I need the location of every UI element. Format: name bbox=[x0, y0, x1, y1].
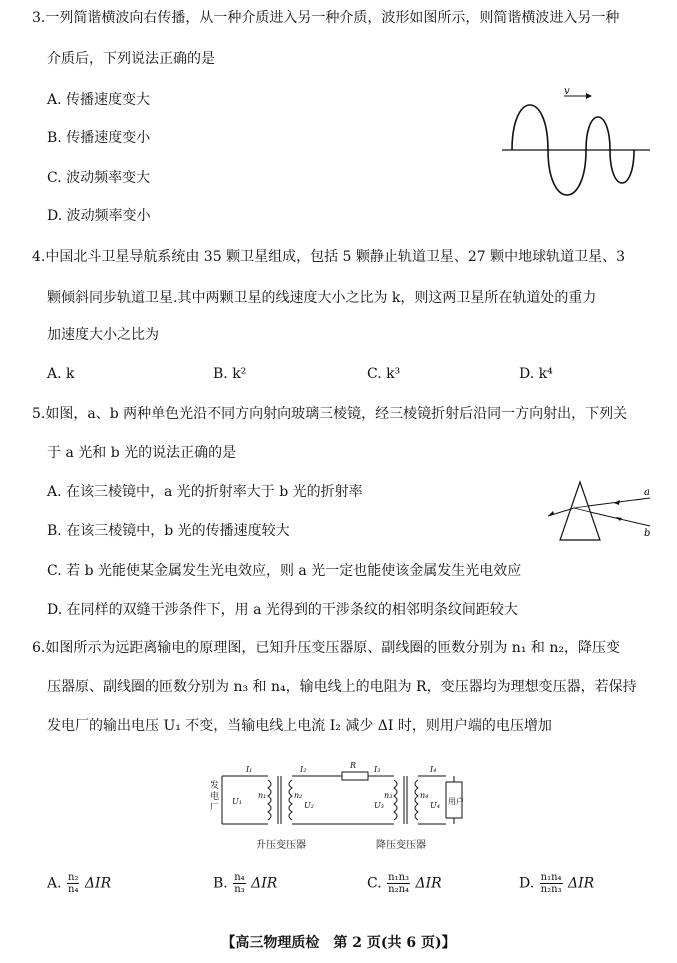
ray-b-arrow bbox=[616, 517, 622, 521]
step-up-caption: 升压变压器 bbox=[256, 840, 306, 851]
n3-label: n₃ bbox=[384, 791, 393, 800]
q3-option-a[interactable]: A. 传播速度变大 bbox=[47, 92, 151, 108]
i1-label: I₁ bbox=[246, 765, 253, 774]
q3-stem-line-1: 3.一列简谐横波向右传播，从一种介质进入另一种介质，波形如图所示，则简谐横波进入另一种 bbox=[32, 10, 620, 26]
q5-stem-line-2: 于 a 光和 b 光的说法正确的是 bbox=[47, 445, 237, 461]
label-b: b bbox=[644, 528, 651, 539]
q5-option-b[interactable]: B. 在该三棱镜中，b 光的传播速度较大 bbox=[47, 523, 290, 539]
q5-stem-line-1: 5.如图，a、b 两种单色光沿不同方向射向玻璃三棱镜，经三棱镜折射后沿同一方向射出，下列关 bbox=[32, 406, 628, 422]
fraction: $\frac{\text{n₁n₄}}{\text{n₂n₃}}$ bbox=[540, 872, 562, 895]
user-label: 用户 bbox=[448, 797, 464, 806]
q4-stem-line-2: 颗倾斜同步轨道卫星.其中两颗卫星的线速度大小之比为 k，则这两卫星所在轨道处的重力 bbox=[47, 290, 597, 306]
n4-label: n₄ bbox=[420, 791, 429, 800]
q6-stem-line-3: 发电厂的输出电压 U₁ 不变，当输电线上电流 I₂ 减少 ΔI 时，则用户端的电压增加 bbox=[47, 718, 552, 734]
page-footer: 【高三物理质检 第 2 页(共 6 页)】 bbox=[221, 935, 456, 951]
q5-option-a[interactable]: A. 在该三棱镜中，a 光的折射率大于 b 光的折射率 bbox=[47, 484, 363, 500]
q4-option-d[interactable]: D. k⁴ bbox=[519, 366, 553, 382]
q4-option-c[interactable]: C. k³ bbox=[367, 366, 401, 382]
q6-option-b[interactable]: B. $\frac{\text{n₄}}{\text{n₃}}$ ΔIR bbox=[213, 872, 278, 895]
n1-label: n₁ bbox=[258, 791, 267, 800]
velocity-label: v bbox=[564, 86, 570, 97]
q4-stem-line-3: 加速度大小之比为 bbox=[47, 327, 159, 343]
q6-stem-line-1: 6.如图所示为远距离输电的原理图，已知升压变压器原、副线圈的匝数分别为 n₁ 和 n₂，降压变 bbox=[32, 640, 620, 656]
q3-stem-line-2: 介质后，下列说法正确的是 bbox=[47, 51, 215, 67]
i3-label: I₃ bbox=[374, 765, 381, 774]
fraction: $\frac{\text{n₂}}{\text{n₄}}$ bbox=[68, 872, 79, 895]
svg-text:厂: 厂 bbox=[210, 803, 220, 813]
i4-label: I₄ bbox=[430, 765, 437, 774]
q4-option-b[interactable]: B. k² bbox=[213, 366, 247, 382]
generator-label: 发 bbox=[210, 781, 220, 791]
i2-label: I₂ bbox=[300, 765, 307, 774]
wave-figure bbox=[498, 84, 653, 196]
fraction: $\frac{\text{n₁n₃}}{\text{n₂n₄}}$ bbox=[388, 872, 410, 895]
u4-label: U₄ bbox=[430, 801, 440, 810]
u2-label: U₂ bbox=[304, 801, 314, 810]
q3-option-c[interactable]: C. 波动频率变大 bbox=[47, 170, 151, 186]
q3-option-d[interactable]: D. 波动频率变小 bbox=[47, 208, 151, 224]
q5-option-c[interactable]: C. 若 b 光能使某金属发生光电效应，则 a 光一定也能使该金属发生光电效应 bbox=[47, 563, 522, 579]
prism-figure bbox=[548, 478, 658, 546]
q6-option-d[interactable]: D. $\frac{\text{n₁n₄}}{\text{n₂n₃}}$ ΔIR bbox=[519, 872, 595, 895]
q6-option-a[interactable]: A. $\frac{\text{n₂}}{\text{n₄}}$ ΔIR bbox=[47, 872, 112, 895]
label-a: a bbox=[644, 487, 650, 498]
q4-option-a[interactable]: A. k bbox=[47, 366, 75, 382]
velocity-arrow-head bbox=[586, 93, 592, 99]
svg-text:电: 电 bbox=[210, 792, 220, 802]
n2-label: n₂ bbox=[294, 791, 303, 800]
u3-label: U₃ bbox=[374, 801, 384, 810]
transmission-circuit-figure bbox=[208, 758, 470, 856]
u1-label: U₁ bbox=[232, 797, 242, 806]
inner-ray-a bbox=[574, 506, 588, 508]
step-down-caption: 降压变压器 bbox=[376, 840, 426, 851]
inner-ray-b bbox=[574, 508, 590, 512]
q3-option-b[interactable]: B. 传播速度变小 bbox=[47, 130, 151, 146]
q6-option-c[interactable]: C. $\frac{\text{n₁n₃}}{\text{n₂n₄}}$ ΔIR bbox=[367, 872, 442, 895]
prism-triangle bbox=[560, 482, 600, 540]
fraction: $\frac{\text{n₄}}{\text{n₃}}$ bbox=[234, 872, 245, 895]
q5-option-d[interactable]: D. 在同样的双缝干涉条件下，用 a 光得到的干涉条纹的相邻明条纹间距较大 bbox=[47, 602, 518, 618]
q6-stem-line-2: 压器原、副线圈的匝数分别为 n₃ 和 n₄，输电线上的电阻为 R，变压器均为理想变压器，若保持 bbox=[47, 679, 637, 695]
resistor bbox=[342, 772, 368, 780]
r-label: R bbox=[350, 761, 357, 770]
q4-stem-line-1: 4.中国北斗卫星导航系统由 35 颗卫星组成，包括 5 颗静止轨道卫星、27 颗中地球轨道卫星、3 bbox=[32, 249, 626, 265]
